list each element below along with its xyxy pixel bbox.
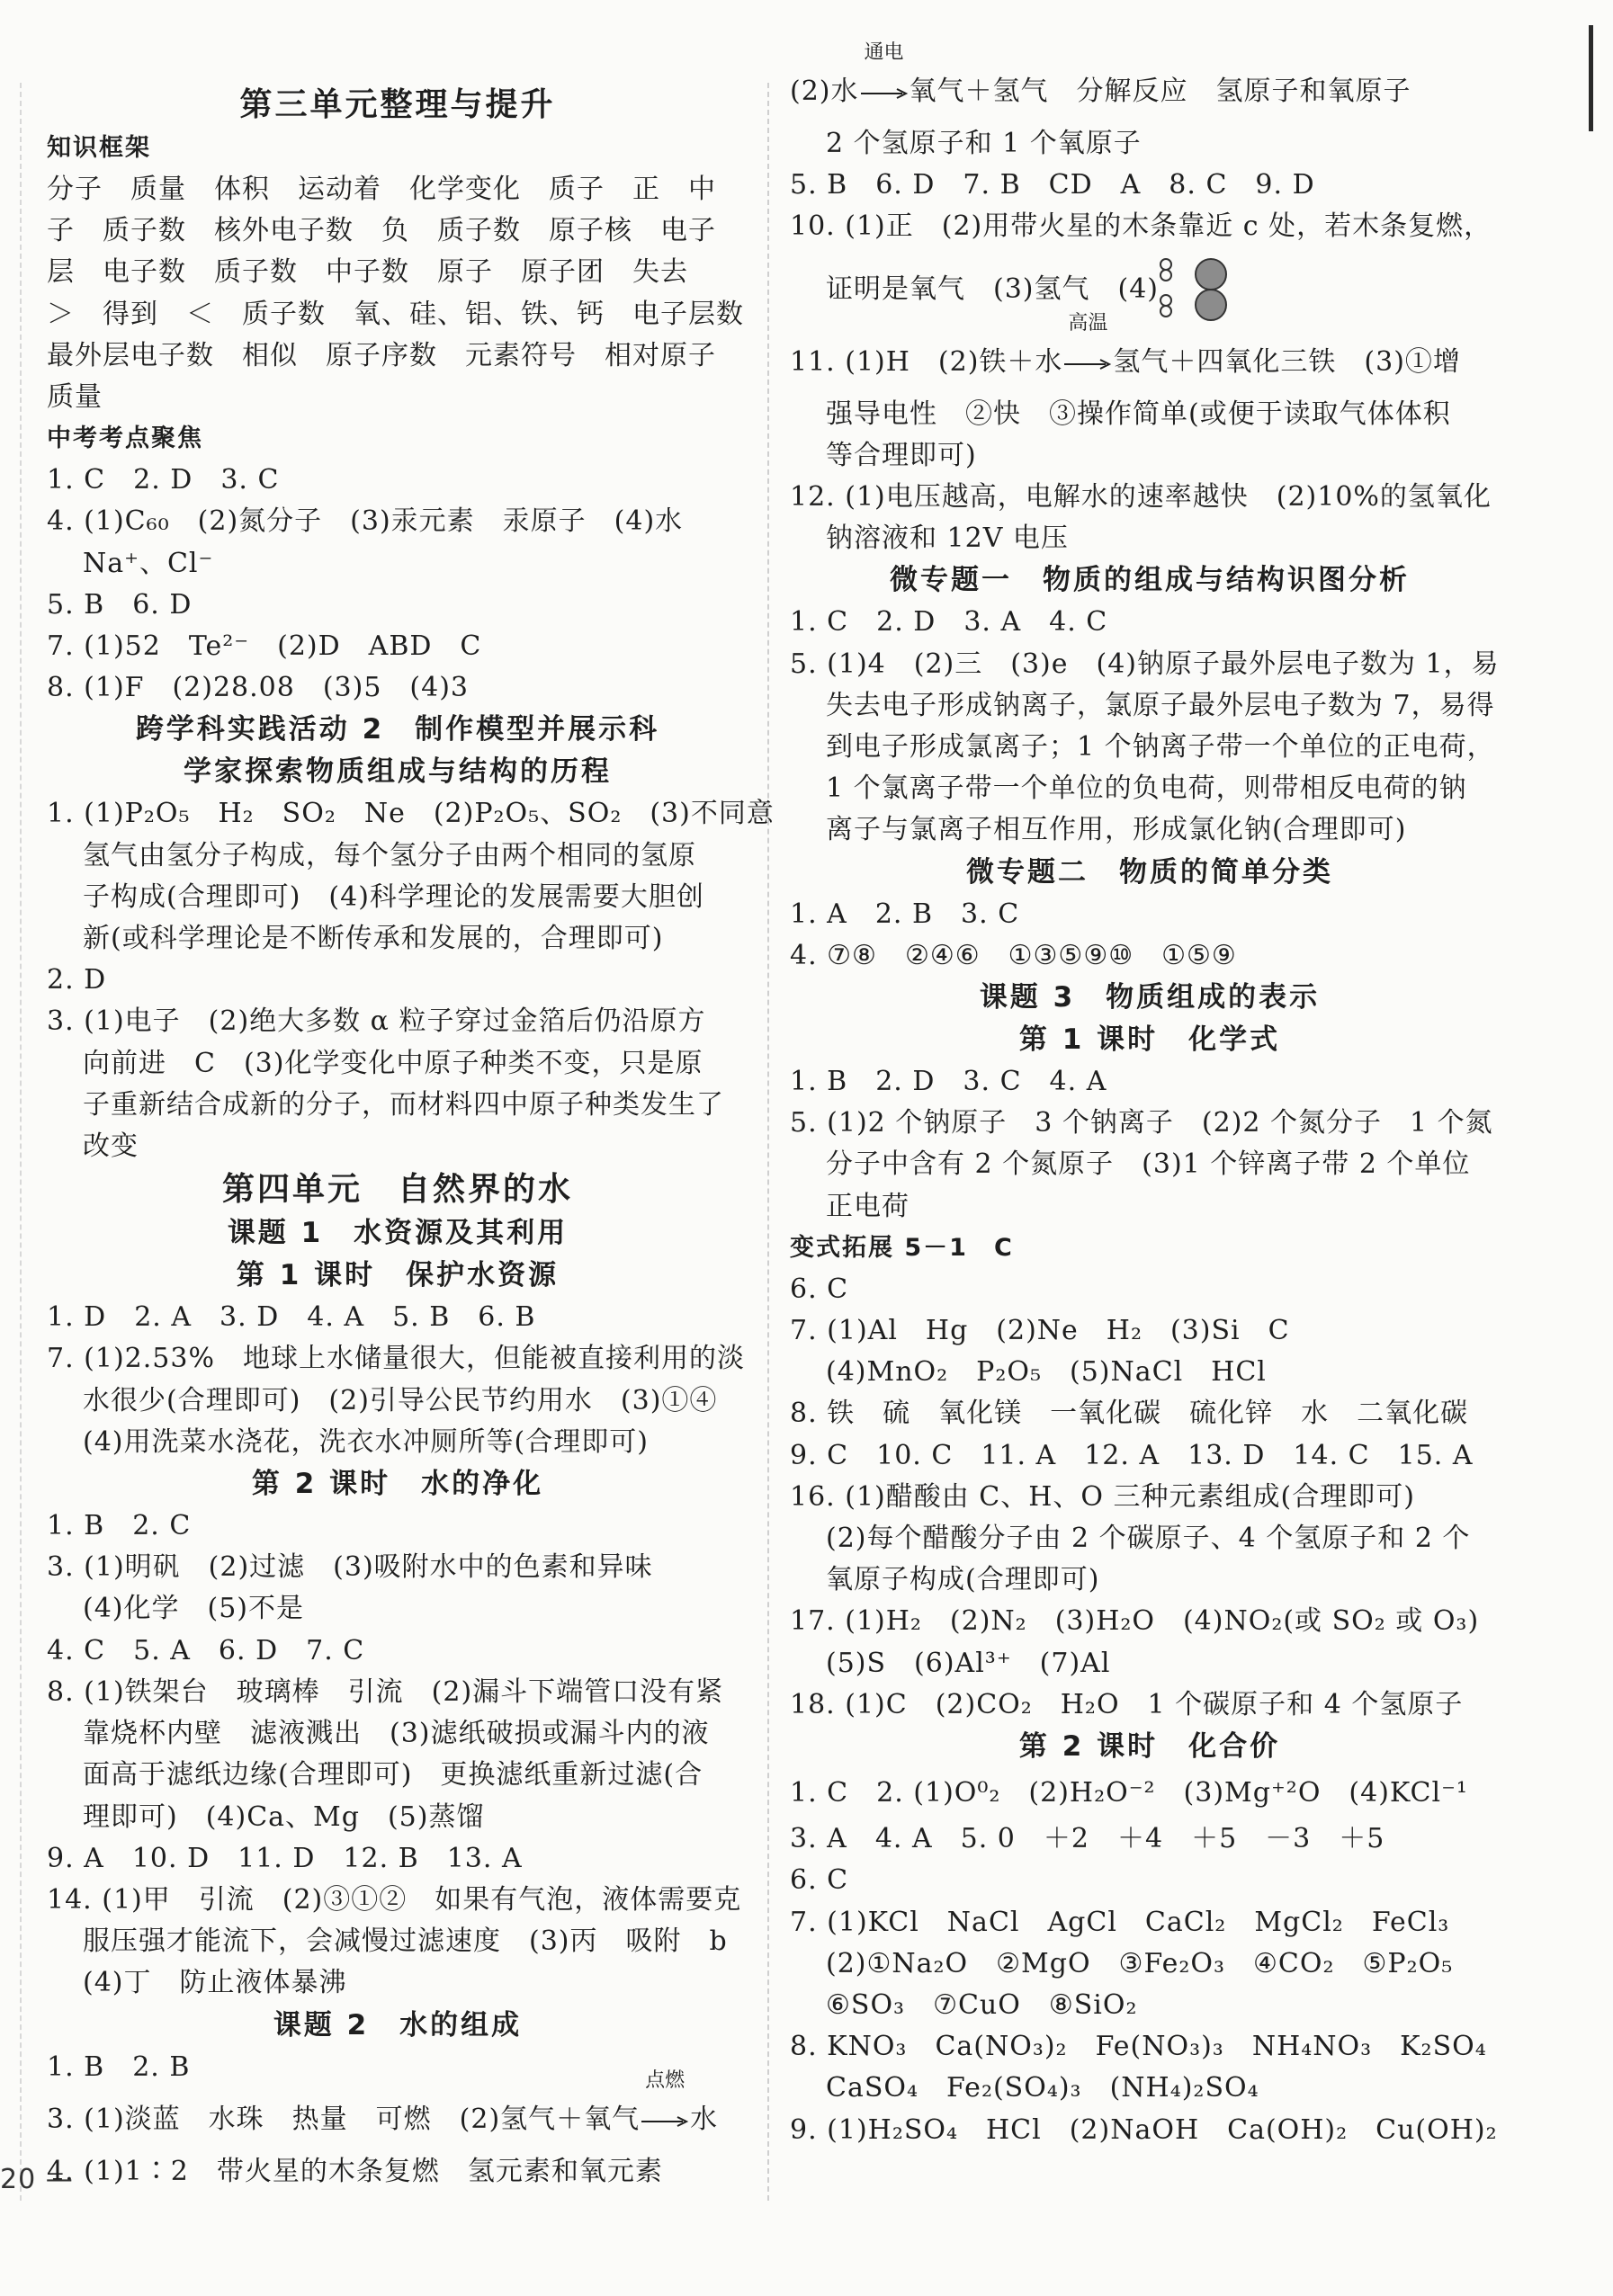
page-number: 20 — — [0, 2164, 74, 2195]
answer-line: 7. (1)Al Hg (2)Ne H₂ (3)Si C — [790, 1315, 1290, 1347]
reaction-condition: 通电 — [864, 41, 904, 64]
answer-line: 分子 质量 体积 运动着 化学变化 质子 正 中 — [47, 174, 716, 205]
reaction-arrow — [640, 2068, 690, 2151]
answer-line: 7. (1)52 Te²⁻ (2)D ABD C — [47, 630, 482, 663]
page-edge-bar — [1589, 25, 1593, 131]
answer-line: (5)S (6)Al³⁺ (7)Al — [826, 1647, 1111, 1679]
answer-line: 质量 — [47, 381, 103, 414]
answer-line: 1 个氯离子带一个单位的负电荷，则带相反电荷的钠 — [826, 773, 1467, 805]
arrow-icon — [1062, 358, 1113, 371]
answer-line: (2)水 通电 氧气＋氢气 分解反应 氢原子和氧原子 — [790, 60, 1510, 123]
answer-line: 改变 — [83, 1130, 139, 1163]
answer-line: (4)丁 防止液体暴沸 — [83, 1967, 347, 1999]
answer-line: 理即可) (4)Ca、Mg (5)蒸馏 — [83, 1800, 485, 1833]
answer-line: ⑥SO₃ ⑦CuO ⑧SiO₂ — [826, 1988, 1138, 2021]
section-subheading: 第 1 课时 保护水资源 — [236, 1259, 560, 1292]
arrow-icon — [640, 2115, 690, 2128]
answer-line: 到电子形成氯离子；1 个钠离子带一个单位的正电荷， — [826, 731, 1495, 764]
answer-line: 证明是氧气 (3)氢气 (4) — [790, 248, 1510, 331]
answer-line: (4)化学 (5)不是 — [83, 1593, 304, 1625]
answer-line: 8. (1)铁架台 玻璃棒 引流 (2)漏斗下端管口没有紧 — [47, 1675, 724, 1708]
answer-line: 子 质子数 核外电子数 负 质子数 原子核 电子 — [47, 215, 716, 247]
molecule-model-icon — [1159, 255, 1231, 326]
arrow-icon — [859, 87, 910, 100]
left-lines — [47, 83, 775, 2088]
section-label: 变式拓展 5－1 C — [790, 1233, 1014, 1262]
answer-line: 1. (1)P₂O₅ H₂ SO₂ Ne (2)P₂O₅、SO₂ (3)不同意 — [47, 798, 775, 830]
section-subheading: 课题 2 水的组成 — [273, 2008, 523, 2041]
answer-line: 1. C 2. D 3. C — [47, 464, 280, 496]
answer-line: 失去电子形成钠离子，氯原子最外层电子数为 7，易得 — [826, 689, 1495, 721]
answer-line: 正电荷 — [826, 1190, 910, 1222]
answer-line: CaSO₄ Fe₂(SO₄)₃ (NH₄)₂SO₄ — [826, 2072, 1259, 2104]
answer-line: 6. C — [790, 1864, 849, 1897]
answer-line: 17. (1)H₂ (2)N₂ (3)H₂O (4)NO₂(或 SO₂ 或 O₃) — [790, 1605, 1480, 1638]
right-lines — [790, 394, 1510, 2151]
answer-line: 14. (1)甲 引流 (2)③①② 如果有气泡，液体需要克 — [47, 1883, 742, 1916]
answer-line: 3. (1)明矾 (2)过滤 (3)吸附水中的色素和异味 — [47, 1551, 653, 1584]
answer-line: 等合理即可) — [826, 439, 977, 471]
answer-line: 1. D 2. A 3. D 4. A 5. B 6. B — [47, 1301, 536, 1334]
answer-line: 9. (1)H₂SO₄ HCl (2)NaOH Ca(OH)₂ Cu(OH)₂ — [790, 2113, 1498, 2146]
answer-line: (2)每个醋酸分子由 2 个碳原子、4 个氢原子和 2 个 — [826, 1523, 1471, 1555]
answer-line: 4. ⑦⑧ ②④⑥ ①③⑤⑨⑩ ①⑤⑨ — [790, 939, 1237, 971]
answer-line: 离子与氯离子相互作用，形成氯化钠(合理即可) — [826, 814, 1407, 846]
answer-line: 4. (1)C₆₀ (2)氮分子 (3)汞元素 汞原子 (4)水 — [47, 505, 684, 538]
answer-line: 8. KNO₃ Ca(NO₃)₂ Fe(NO₃)₃ NH₄NO₃ K₂SO₄ — [790, 2031, 1487, 2063]
answer-line: 1. B 2. D 3. C 4. A — [790, 1066, 1107, 1098]
answer-line: 7. (1)KCl NaCl AgCl CaCl₂ MgCl₂ FeCl₃ — [790, 1906, 1450, 1938]
answer-line: 1. A 2. B 3. C — [790, 898, 1020, 930]
section-label: 知识框架 — [47, 134, 151, 162]
answer-line: 10. (1)正 (2)用带火星的木条靠近 c 处，若木条复燃， — [790, 210, 1492, 243]
section-subheading: 第 2 课时 化合价 — [1018, 1730, 1281, 1764]
section-label: 中考考点聚焦 — [47, 424, 203, 453]
answer-line: 5. (1)4 (2)三 (3)e (4)钠原子最外层电子数为 1，易 — [790, 648, 1500, 680]
section-subheading: 第 1 课时 化学式 — [1018, 1023, 1281, 1057]
reaction-arrow — [1062, 311, 1113, 394]
answer-line: 8. 铁 硫 氧化镁 一氧化碳 硫化锌 水 二氧化碳 — [790, 1398, 1469, 1430]
column-divider — [767, 83, 769, 2201]
answer-line: 氢气由氢分子构成，每个氢分子由两个相同的氢原 — [83, 839, 696, 871]
section-subheading: 第 2 课时 水的净化 — [251, 1468, 544, 1501]
answer-line: (2)①Na₂O ②MgO ③Fe₂O₃ ④CO₂ ⑤P₂O₅ — [826, 1947, 1454, 1979]
answer-line: 分子中含有 2 个氮原子 (3)1 个锌离子带 2 个单位 — [826, 1148, 1471, 1181]
left-column — [47, 83, 775, 2193]
answer-line: 2. D — [47, 964, 107, 996]
answer-line: 3. (1)淡蓝 水珠 热量 可燃 (2)氢气＋氧气 点燃 水 — [47, 2088, 748, 2151]
answer-line: 新(或科学理论是不断传承和发展的，合理即可) — [83, 923, 664, 955]
answer-line: 16. (1)醋酸由 C、H、O 三种元素组成(合理即可) — [790, 1480, 1415, 1513]
answer-line: 3. (1)电子 (2)绝大多数 α 粒子穿过金箔后仍沿原方 — [47, 1005, 706, 1038]
section-subheading: 课题 1 水资源及其利用 — [227, 1217, 569, 1250]
reaction-arrow — [859, 41, 910, 123]
answer-line: ＞ 得到 ＜ 质子数 氧、硅、铝、铁、钙 电子层数 — [47, 298, 744, 330]
answer-line: 9. A 10. D 11. D 12. B 13. A — [47, 1842, 523, 1874]
answer-line: 1. B 2. C — [47, 1510, 192, 1542]
answer-line: 服压强才能流下，会减慢过滤速度 (3)丙 吸附 b — [83, 1925, 728, 1958]
section-subheading: 跨学科实践活动 2 制作模型并展示科 — [135, 713, 660, 746]
answer-line: 层 电子数 质子数 中子数 原子 原子团 失去 — [47, 256, 688, 289]
answer-line: 面高于滤纸边缘(合理即可) 更换滤纸重新过滤(合 — [83, 1759, 703, 1791]
answer-line: 水很少(合理即可) (2)引导公民节约用水 (3)①④ — [83, 1384, 718, 1416]
answer-line: 12. (1)电压越高，电解水的速率越快 (2)10%的氢氧化 — [790, 481, 1492, 514]
answer-line: (4)MnO₂ P₂O₅ (5)NaCl HCl — [826, 1356, 1267, 1389]
answer-line: 5. (1)2 个钠原子 3 个钠离子 (2)2 个氮分子 1 个氮 — [790, 1107, 1493, 1139]
section-subheading: 课题 3 物质组成的表示 — [979, 981, 1321, 1014]
answer-line: 钠溶液和 12V 电压 — [826, 523, 1069, 555]
section-heading: 第四单元 自然界的水 — [221, 1171, 573, 1209]
answer-line: 5. B 6. D — [47, 588, 193, 621]
answer-line: 强导电性 ②快 ③操作简单(或便于读取气体体积 — [826, 398, 1451, 430]
right-column — [790, 41, 1510, 2151]
answer-line: 18. (1)C (2)CO₂ H₂O 1 个碳原子和 4 个氢原子 — [790, 1688, 1464, 1720]
answer-line: (4)用洗菜水浇花，洗衣水冲厕所等(合理即可) — [83, 1425, 649, 1458]
answer-line: 6. C — [790, 1273, 849, 1305]
answer-line: 11. (1)H (2)铁＋水 高温 氢气＋四氧化三铁 (3)①增 — [790, 331, 1510, 394]
answer-line: 1. B 2. B — [47, 2050, 191, 2083]
reaction-condition: 高温 — [1068, 311, 1108, 335]
answer-line: 4. C 5. A 6. D 7. C — [47, 1634, 365, 1666]
answer-line: 靠烧杯内壁 滤液溅出 (3)滤纸破损或漏斗内的液 — [83, 1718, 710, 1750]
answer-line: 9. C 10. C 11. A 12. A 13. D 14. C 15. A — [790, 1439, 1474, 1471]
answer-line: 4. (1)1∶2 带火星的木条复燃 氢元素和氧元素 — [47, 2155, 663, 2187]
page-edge-dash — [20, 83, 22, 2201]
answer-line: Na⁺、Cl⁻ — [83, 547, 214, 579]
answer-line: 3. A 4. A 5. 0 ＋2 ＋4 ＋5 －3 ＋5 — [790, 1823, 1385, 1855]
answer-line: 5. B 6. D 7. B CD A 8. C 9. D — [790, 169, 1315, 201]
reaction-condition: 点燃 — [645, 2068, 686, 2092]
answer-line: 2 个氢原子和 1 个氧原子 — [826, 128, 1142, 159]
answer-line: 7. (1)2.53% 地球上水储量很大，但能被直接利用的淡 — [47, 1343, 745, 1375]
answer-line: 向前进 C (3)化学变化中原子种类不变，只是原 — [83, 1047, 703, 1079]
answer-line: 氧原子构成(合理即可) — [826, 1564, 1100, 1596]
answer-line: 子重新结合成新的分子，而材料四中原子种类发生了 — [83, 1088, 724, 1121]
section-heading: 第三单元整理与提升 — [239, 86, 556, 123]
answer-line: 子构成(合理即可) (4)科学理论的发展需要大胆创 — [83, 880, 704, 913]
section-subheading: 微专题二 物质的简单分类 — [966, 855, 1333, 889]
answer-line: 最外层电子数 相似 原子序数 元素符号 相对原子 — [47, 339, 716, 371]
answer-line: 1. C 2. (1)O⁰₂ (2)H₂O⁻² (3)Mg⁺²O (4)KCl⁻¹ — [790, 1777, 1468, 1809]
section-subheading: 学家探索物质组成与结构的历程 — [184, 755, 612, 789]
answer-line: 1. C 2. D 3. A 4. C — [790, 606, 1108, 639]
section-subheading: 微专题一 物质的组成与结构识图分析 — [890, 564, 1410, 597]
answer-line: 8. (1)F (2)28.08 (3)5 (4)3 — [47, 672, 470, 704]
